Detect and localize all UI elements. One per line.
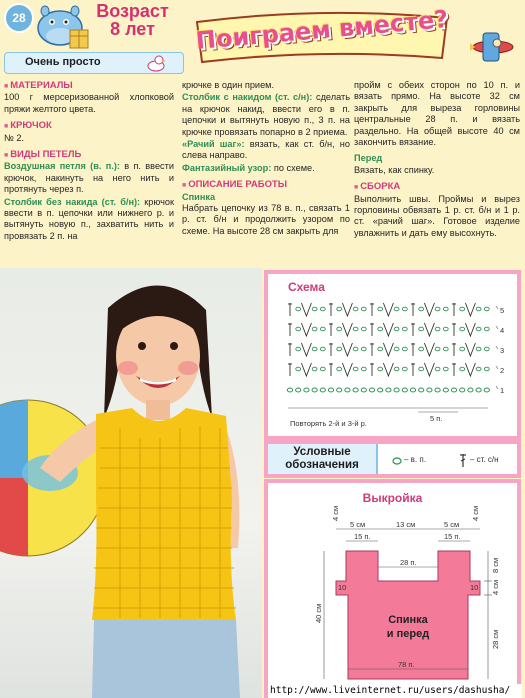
chain-stitch-mark bbox=[337, 388, 342, 392]
dim-strap-right: 15 п. bbox=[444, 532, 461, 541]
dim-arm-left: 10 bbox=[338, 583, 347, 592]
dim-top-5b: 5 см bbox=[444, 520, 460, 529]
row-number: 5 bbox=[500, 306, 505, 315]
chain-stitch-mark bbox=[320, 327, 325, 331]
work-heading: ■ ОПИСАНИЕ РАБОТЫ bbox=[182, 179, 350, 191]
hippo-mascot-icon bbox=[30, 0, 90, 50]
child-illustration bbox=[0, 268, 262, 698]
chain-stitch-mark bbox=[361, 307, 366, 311]
header bbox=[0, 0, 525, 80]
fan-stitch-mark bbox=[383, 303, 393, 316]
fan-stitch-mark bbox=[424, 343, 434, 356]
chain-stitch-mark bbox=[435, 388, 440, 392]
assembly-text: Выполнить швы. Проймы и вырез горловины обвязать 1 р. ст. б/н и 1 р. ст. «рачий шаг». Готовое изделие увлажнить и дать ему высохнуть. bbox=[354, 193, 520, 238]
scheme-panel bbox=[264, 270, 521, 440]
difficulty-badge bbox=[4, 52, 184, 74]
row-number: 2 bbox=[500, 366, 505, 375]
chain-stitch-mark bbox=[312, 367, 317, 371]
chain-stitch-mark bbox=[345, 388, 350, 392]
sc-term: Столбик без накида (ст. б/н): bbox=[4, 196, 141, 207]
fan-stitch-mark bbox=[301, 303, 311, 316]
title-banner bbox=[192, 5, 452, 64]
hook-heading: ■ КРЮЧОК bbox=[4, 120, 174, 132]
back-text: Набрать цепочку из 78 в. п., связать 1 р. ст. б/н и продолжить узором по схеме. На высоте 28 см закрыть для bbox=[182, 203, 350, 236]
chain-stitch-mark bbox=[328, 388, 333, 392]
chain-stitch-mark bbox=[394, 327, 399, 331]
pattern-drawing bbox=[268, 483, 517, 694]
chain-stitch-mark bbox=[451, 388, 456, 392]
chain-stitch-mark bbox=[476, 367, 481, 371]
chain-stitch-mark bbox=[394, 307, 399, 311]
chain-stitch-mark bbox=[369, 388, 374, 392]
legend-title: Условные обозначения bbox=[268, 444, 378, 474]
chain-stitch-mark bbox=[337, 347, 342, 351]
chain-stitch-mark bbox=[353, 367, 358, 371]
age-value: 8 лет bbox=[110, 19, 155, 39]
fan-stitch-mark bbox=[383, 343, 393, 356]
chain-stitch-mark bbox=[353, 347, 358, 351]
row-direction-mark bbox=[496, 366, 498, 369]
dim-neck: 28 п. bbox=[400, 558, 417, 567]
stitches-heading: ■ ВИДЫ ПЕТЕЛЬ bbox=[4, 149, 174, 161]
legend-dc: – ст. с/н bbox=[470, 455, 499, 464]
row-number: 4 bbox=[500, 326, 505, 335]
fan-stitch-mark bbox=[301, 363, 311, 376]
repeat-width: 5 п. bbox=[430, 414, 443, 423]
legend-panel bbox=[264, 440, 521, 478]
front-subheading: Перед bbox=[354, 153, 383, 164]
chain-stitch-mark bbox=[435, 347, 440, 351]
crab-desc: вязать, как ст. б/н, но слева направо. bbox=[182, 139, 350, 161]
chain-stitch-mark bbox=[337, 307, 342, 311]
chain-stitch-mark bbox=[394, 388, 399, 392]
fan-stitch-mark bbox=[342, 303, 352, 316]
chain-stitch-mark bbox=[435, 367, 440, 371]
page-title: Поиграем вместе? bbox=[194, 5, 450, 55]
chain-stitch-mark bbox=[419, 327, 424, 331]
sc-text bbox=[4, 197, 174, 243]
crab-term: «Рачий шаг»: bbox=[182, 139, 245, 150]
chain-stitch-mark bbox=[460, 388, 465, 392]
chain-stitch-mark bbox=[435, 327, 440, 331]
duck-icon bbox=[145, 54, 167, 72]
piece-label-2: и перед bbox=[386, 628, 430, 640]
chain-stitch-mark bbox=[378, 327, 383, 331]
chain-stitch-mark bbox=[484, 307, 489, 311]
sc-desc: крючок ввести в п. цепочки или нижнего р. и вытянуть новую п., захватить нить и провязать 2 п. на bbox=[4, 196, 175, 241]
fan-stitch-mark bbox=[301, 343, 311, 356]
chain-stitch-mark bbox=[402, 307, 407, 311]
age-label: Возраст bbox=[96, 1, 169, 21]
chain-stitch-mark bbox=[353, 327, 358, 331]
front-text: Вязать, как спинку. bbox=[354, 164, 435, 175]
chain-stitch-mark bbox=[361, 347, 366, 351]
dim-arm-right: 10 bbox=[470, 583, 479, 592]
dc-symbol-icon bbox=[458, 452, 468, 468]
row-direction-mark bbox=[496, 306, 498, 309]
dim-top-left: 4 см bbox=[331, 505, 340, 521]
chain-stitch-mark bbox=[320, 367, 325, 371]
chain-stitch-mark bbox=[296, 388, 301, 392]
chain-stitch-mark bbox=[476, 388, 481, 392]
fancy-desc: по схеме. bbox=[273, 162, 315, 173]
chain-stitch-mark bbox=[402, 388, 407, 392]
chain-stitch-mark bbox=[460, 347, 465, 351]
chain-stitch-mark bbox=[337, 327, 342, 331]
chain-stitch-desc: в п. ввести крючок, накинуть на него нить и протянуть через п. bbox=[4, 161, 174, 195]
chain-stitch-mark bbox=[460, 367, 465, 371]
fan-stitch-mark bbox=[465, 323, 475, 336]
chain-stitch-mark bbox=[296, 327, 301, 331]
fan-stitch-mark bbox=[465, 303, 475, 316]
chain-stitch-mark bbox=[312, 347, 317, 351]
chain-stitch-text bbox=[4, 161, 174, 195]
pattern-panel bbox=[264, 479, 521, 698]
instructions-text bbox=[4, 80, 520, 265]
dc-text bbox=[182, 92, 350, 138]
chain-stitch-mark bbox=[476, 327, 481, 331]
chain-symbol-icon bbox=[392, 456, 402, 466]
chain-stitch-mark bbox=[419, 307, 424, 311]
chain-stitch-mark bbox=[476, 347, 481, 351]
chain-stitch-mark bbox=[484, 367, 489, 371]
chain-stitch-mark bbox=[443, 388, 448, 392]
chain-stitch-mark bbox=[410, 388, 415, 392]
chain-stitch-mark bbox=[443, 327, 448, 331]
chain-stitch-mark bbox=[337, 367, 342, 371]
chain-stitch-mark bbox=[402, 367, 407, 371]
chain-stitch-mark bbox=[312, 388, 317, 392]
page-number: 28 bbox=[12, 11, 26, 25]
fan-stitch-mark bbox=[424, 363, 434, 376]
fancy-text bbox=[182, 163, 350, 174]
fan-stitch-mark bbox=[424, 323, 434, 336]
crab-text bbox=[182, 139, 350, 162]
chain-stitch-mark bbox=[320, 347, 325, 351]
fan-stitch-mark bbox=[342, 363, 352, 376]
chain-stitch-mark bbox=[304, 388, 309, 392]
chain-stitch-mark bbox=[296, 367, 301, 371]
col2-continuation: крючке в один прием. bbox=[182, 80, 275, 90]
back-subheading: Спинка bbox=[182, 191, 216, 202]
chain-stitch-mark bbox=[361, 367, 366, 371]
fancy-term: Фантазийный узор: bbox=[182, 162, 272, 173]
dc-desc: сделать на крючок накид, ввести его в п. цепочки и вытянуть новую п., 3 п. на крючке провязать попарно в 2 приема. bbox=[182, 92, 350, 137]
chain-stitch-mark bbox=[402, 347, 407, 351]
chain-stitch-mark bbox=[460, 327, 465, 331]
hook-text: № 2. bbox=[4, 132, 25, 143]
chain-stitch-mark bbox=[353, 307, 358, 311]
chain-stitch-mark bbox=[312, 307, 317, 311]
fan-stitch-mark bbox=[465, 343, 475, 356]
materials-text: 100 г мерсеризованной хлопковой пряжи желтого цвета. bbox=[4, 92, 174, 114]
age-block bbox=[95, 2, 170, 38]
chain-stitch-mark bbox=[296, 307, 301, 311]
airplane-icon bbox=[465, 25, 520, 65]
column-2 bbox=[182, 80, 350, 238]
fan-stitch-mark bbox=[342, 323, 352, 336]
assembly-heading: ■ СБОРКА bbox=[354, 181, 520, 193]
chain-stitch-mark bbox=[378, 367, 383, 371]
chain-stitch-mark bbox=[394, 367, 399, 371]
dc-term: Столбик с накидом (ст. с/н): bbox=[182, 92, 313, 103]
dim-height-4: 4 см bbox=[491, 579, 500, 595]
row-number: 3 bbox=[500, 346, 505, 355]
repeat-note: Повторять 2-й и 3-й р. bbox=[290, 419, 367, 428]
chain-stitch-mark bbox=[378, 307, 383, 311]
chain-stitch-mark bbox=[443, 367, 448, 371]
chain-stitch-mark bbox=[386, 388, 391, 392]
column-3 bbox=[354, 80, 520, 240]
row-direction-mark bbox=[496, 326, 498, 329]
chain-stitch-mark bbox=[468, 388, 473, 392]
chain-stitch-mark bbox=[476, 307, 481, 311]
dim-top-right: 4 см bbox=[471, 505, 480, 521]
chain-stitch-mark bbox=[443, 347, 448, 351]
row-direction-mark bbox=[496, 346, 498, 349]
chain-stitch-mark bbox=[419, 367, 424, 371]
difficulty-label: Очень просто bbox=[25, 56, 101, 68]
pattern-title: Выкройка bbox=[362, 491, 423, 505]
chain-stitch-mark bbox=[402, 327, 407, 331]
dim-height-total: 40 см bbox=[314, 603, 323, 623]
chain-stitch-mark bbox=[435, 307, 440, 311]
chain-stitch-mark bbox=[443, 307, 448, 311]
chain-stitch-mark bbox=[419, 388, 424, 392]
column-1 bbox=[4, 80, 174, 243]
col3-continuation: пройм с обеих сторон по 10 п. и вязать прямо. На высоте 32 см закрыть для выреза горловины центральные 28 п. и вязать раздельно. На общей высоте 40 см закончить вязание. bbox=[354, 80, 520, 148]
dim-strap-left: 15 п. bbox=[354, 532, 371, 541]
chain-stitch-mark bbox=[361, 388, 366, 392]
chain-stitch-mark bbox=[419, 347, 424, 351]
fan-stitch-mark bbox=[301, 323, 311, 336]
chain-stitch-mark bbox=[312, 327, 317, 331]
source-url: http://www.liveinternet.ru/users/dashusha/ bbox=[268, 684, 522, 698]
fan-stitch-mark bbox=[342, 343, 352, 356]
dim-top-5a: 5 см bbox=[350, 520, 366, 529]
fan-stitch-mark bbox=[465, 363, 475, 376]
chain-stitch-mark bbox=[378, 347, 383, 351]
row-number: 1 bbox=[500, 386, 505, 395]
chain-stitch-mark bbox=[320, 388, 325, 392]
chain-stitch-mark bbox=[484, 327, 489, 331]
chain-stitch-mark bbox=[484, 347, 489, 351]
dim-height-28: 28 см bbox=[491, 629, 500, 649]
chain-stitch-mark bbox=[484, 388, 489, 392]
chain-stitch-mark bbox=[296, 347, 301, 351]
dim-top-13: 13 см bbox=[396, 520, 416, 529]
crochet-chart bbox=[268, 274, 517, 436]
fan-stitch-mark bbox=[424, 303, 434, 316]
chain-stitch-mark bbox=[378, 388, 383, 392]
legend-chain: – в. п. bbox=[404, 455, 426, 464]
row-direction-mark bbox=[496, 386, 498, 389]
chain-stitch-mark bbox=[287, 388, 292, 392]
chain-stitch-mark bbox=[320, 307, 325, 311]
piece-label-1: Спинка bbox=[388, 614, 428, 626]
chain-stitch-mark bbox=[427, 388, 432, 392]
materials-heading: ■ МАТЕРИАЛЫ bbox=[4, 80, 174, 92]
chain-stitch-mark bbox=[460, 307, 465, 311]
dim-height-8: 8 см bbox=[491, 557, 500, 573]
chain-stitch-mark bbox=[353, 388, 358, 392]
chain-stitch-mark bbox=[361, 327, 366, 331]
child-photo bbox=[0, 268, 262, 698]
fan-stitch-mark bbox=[383, 323, 393, 336]
dim-bottom: 78 п. bbox=[398, 660, 415, 669]
chain-stitch-mark bbox=[394, 347, 399, 351]
fan-stitch-mark bbox=[383, 363, 393, 376]
scheme-title: Схема bbox=[288, 280, 325, 294]
chain-stitch-term: Воздушная петля (в. п.): bbox=[4, 161, 120, 172]
